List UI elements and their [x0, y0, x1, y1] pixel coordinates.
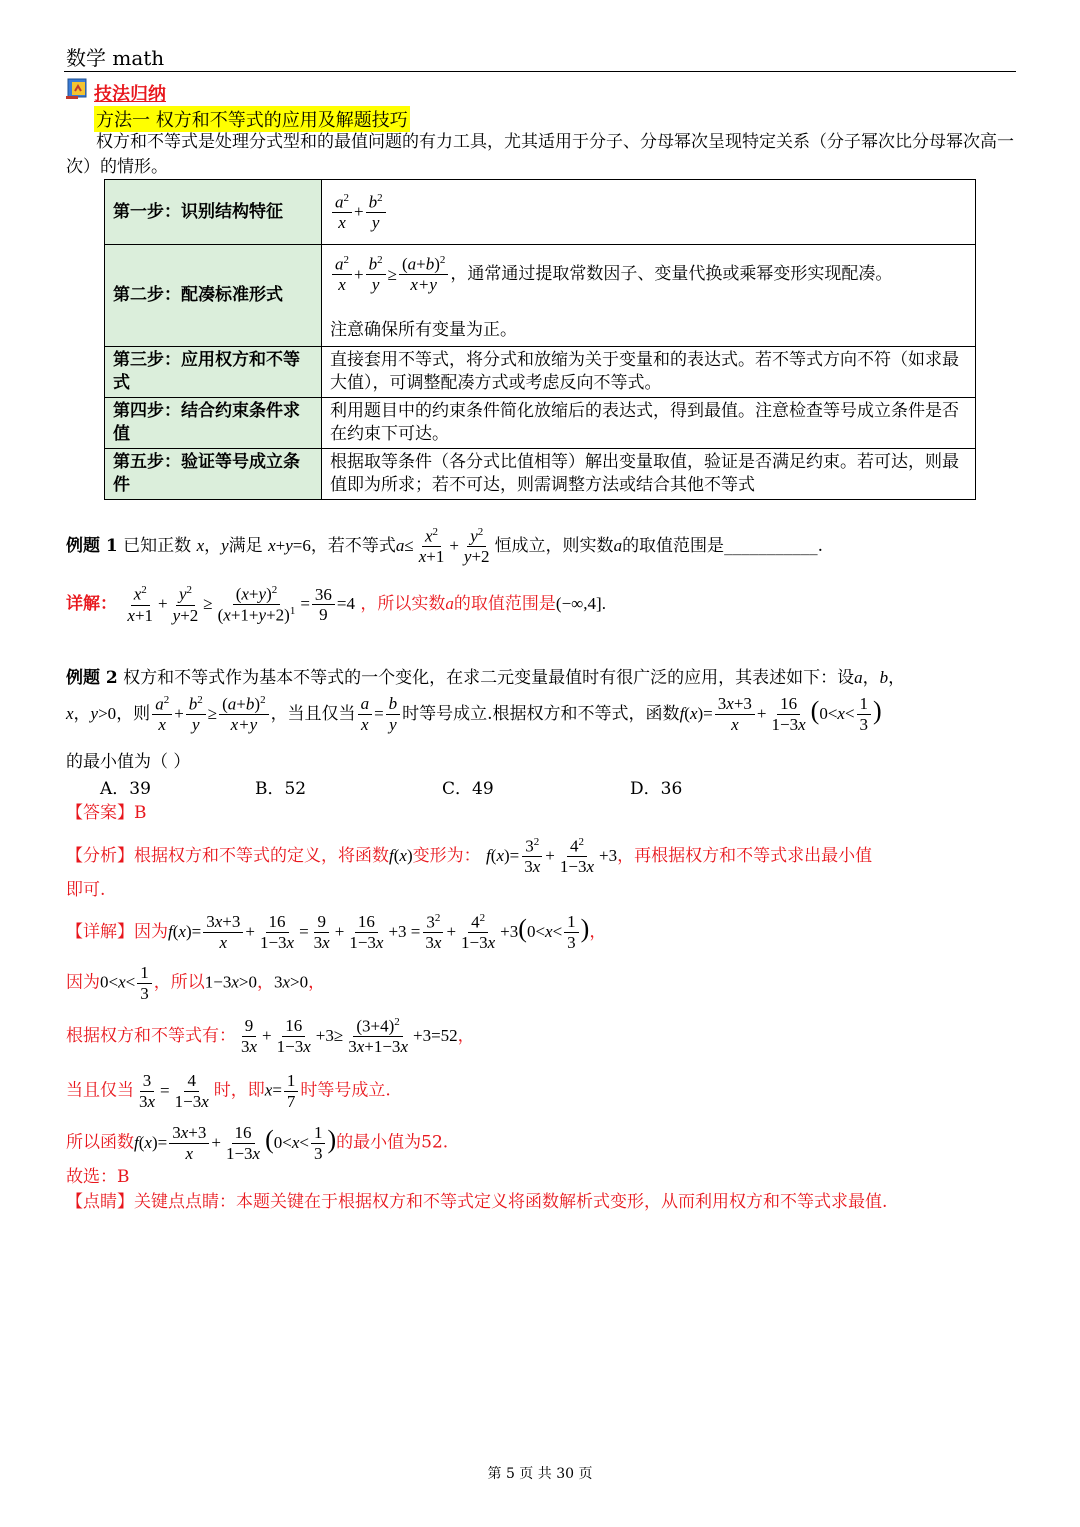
- analysis-line: 【分析】根据权方和不等式的定义，将函数f(x)变形为： f(x)= $\frac{3^2}{3x}$ + $\frac{4^2}{1-3x}$ +3，再根据权方和不等式求出最小值: [66, 836, 873, 877]
- text: 关键点点睛：本题关键在于根据权方和不等式定义将函数解析式变形，从而利用权方和不等式求最值.: [134, 1192, 888, 1212]
- example-2: 例题 2 权方和不等式作为基本不等式的一个变化，在求二元变量最值时有很广泛的应用，其表述如下：设a，b，: [66, 668, 906, 688]
- formula-fraction: $\frac{b}{y}$: [386, 694, 401, 734]
- solution-label: 详解：: [66, 594, 117, 615]
- text: 满足: [228, 535, 263, 556]
- formula-fraction: $\frac{(3+4)^2}{3x+1-3x}$: [348, 1016, 408, 1057]
- formula-fraction: $\frac{3^2}{3x}$: [425, 912, 442, 953]
- formula-fraction: $\frac{y^2}{y+2}$: [463, 526, 490, 567]
- text: ，所以: [153, 972, 205, 993]
- text: 所以函数: [66, 1132, 134, 1153]
- analysis-label: 【分析】: [66, 845, 134, 866]
- formula-fraction: $\frac{3x+3}{x}$: [169, 1123, 209, 1163]
- text: 的最小值为52.: [336, 1132, 449, 1153]
- text: 已知正数: [123, 535, 192, 556]
- formula-fraction: $\frac{x^2}{x+1}$: [418, 526, 445, 567]
- formula-fraction: $\frac{a^2}{x}$: [152, 694, 172, 735]
- text: 的取值范围是: [453, 594, 556, 615]
- formula-fraction: $\frac{a^2}{x}$: [332, 192, 352, 233]
- answer-line: 【答案】B: [66, 803, 147, 823]
- option-c: C．49: [442, 779, 494, 799]
- step-content: 利用题目中的约束条件简化放缩后的表达式，得到最值。注意检查等号成立条件是否在约束下可达。: [322, 398, 976, 449]
- example-2-line3: 的最小值为（ ）: [66, 752, 191, 772]
- formula-fraction: $\frac{4^2}{1-3x}$: [461, 912, 496, 953]
- formula-fraction: $\frac{3}{3x}$: [139, 1071, 156, 1111]
- example-2-line2: x，y>0，则 $\frac{a^2}{x}$ + $\frac{b^2}{y}$ ≥ $\frac{(a+b)^2}{x+y}$ ，当且仅当 $\frac{a}{x}$ = $\frac{b}{y}$ 时等号成立.根据权方和不等式，函数f(x)= $\frac{3x+3}{x}$ + $\frac{16}{1-3x}$ (0<x< $\frac{1}{3}$ ): [66, 694, 882, 735]
- example-1-solution: 详解： $\frac{x^2}{x+1}$ + $\frac{y^2}{y+2}$ ≥ $\frac{(x+y)^2}{(x+1+y+2)^1}$ = $\frac{36}{9}$ =4 ，所以实数a的取值范围是(−∞,4].: [66, 584, 606, 625]
- step-content: 根据取等条件（各分式比值相等）解出变量取值，验证是否满足约束。若可达，则最值即为所求；若不可达，则需调整方法或结合其他不等式: [322, 449, 976, 500]
- step-row: [105, 347, 976, 398]
- option-d: D．36: [630, 779, 683, 799]
- text: ，则: [116, 703, 151, 724]
- step-label: 第二步：配凑标准形式: [105, 245, 322, 347]
- step-label: 第三步：应用权方和不等式: [105, 347, 322, 398]
- text: 因为: [134, 921, 168, 942]
- text: 时，即: [213, 1080, 265, 1101]
- step-label: 第五步：验证等号成立条件: [105, 449, 322, 500]
- formula-fraction: $\frac{36}{9}$: [312, 585, 335, 625]
- step-row: [105, 180, 976, 245]
- comment-label: 【点睛】: [66, 1192, 134, 1212]
- step-content: $\frac{a^2}{x}$ + $\frac{b^2}{y}$: [322, 180, 976, 245]
- formula-fraction: $\frac{b^2}{y}$: [366, 254, 386, 295]
- detail-line-4: 当且仅当 $\frac{3}{3x}$ = $\frac{4}{1-3x}$ 时，即x= $\frac{1}{7}$ 时等号成立.: [66, 1071, 391, 1111]
- formula-fraction: $\frac{4^2}{1-3x}$: [559, 836, 595, 877]
- text: 当且仅当: [66, 1080, 134, 1101]
- formula-fraction: $\frac{16}{1-3x}$: [771, 694, 806, 734]
- formula-fraction: $\frac{1}{7}$: [284, 1071, 299, 1111]
- text: 权方和不等式作为基本不等式的一个变化，在求二元变量最值时有很广泛的应用，其表述如下：设: [123, 668, 855, 688]
- formula-fraction: $\frac{(a+b)^2}{x+y}$: [399, 254, 448, 295]
- formula-fraction: $\frac{4}{1-3x}$: [174, 1071, 209, 1111]
- step-text: ，通常通过提取常数因子、变量代换或乘幂变形实现配凑。: [450, 263, 893, 284]
- header-rule: [64, 71, 1016, 72]
- formula-fraction: $\frac{3x+3}{x}$: [203, 912, 243, 952]
- step-content: $\frac{a^2}{x}$ + $\frac{b^2}{y}$ ≥ $\frac{(a+b)^2}{x+y}$ ，通常通过提取常数因子、变量代换或乘幂变形实现配凑。 注意确保所有变量为正。: [322, 245, 976, 347]
- detail-line-1: 【详解】因为f(x)= $\frac{3x+3}{x}$ + $\frac{16}{1-3x}$ = $\frac{9}{3x}$ + $\frac{16}{1-3x}$ +3 = $\frac{3^2}{3x}$ + $\frac{4^2}{1-3x}$ +3(0<x< $\frac{1}{3}$ )，: [66, 912, 607, 953]
- option-a: A．39: [100, 779, 151, 799]
- step-row: [105, 449, 976, 500]
- example-1: 例题 1 已知正数 x，y满足 x+y=6，若不等式a≤ $\frac{x^2}{x+1}$ + $\frac{y^2}{y+2}$ 恒成立，则实数a的取值范围是___________.: [66, 526, 823, 567]
- text: 的取值范围是: [622, 535, 725, 556]
- formula-fraction: $\frac{x^2}{x+1}$: [127, 584, 154, 625]
- text: 时等号成立.根据权方和不等式，函数: [402, 703, 680, 724]
- step-row: [105, 245, 976, 347]
- comment-line: [66, 1188, 887, 1216]
- formula-fraction: $\frac{16}{1-3x}$: [259, 912, 295, 952]
- formula-fraction: $\frac{(a+b)^2}{x+y}$: [219, 694, 268, 735]
- example-label: 例题 2: [66, 668, 118, 688]
- book-icon: [66, 76, 90, 100]
- answer-blank: ___________.: [724, 535, 823, 556]
- formula-fraction: $\frac{16}{1-3x}$: [276, 1016, 311, 1056]
- option-b: B．52: [255, 779, 307, 799]
- step-label: 第一步：识别结构特征: [105, 180, 322, 245]
- detail-line-2: 因为0<x< $\frac{1}{3}$ ，所以1−3x>0，3x>0，: [66, 963, 326, 1003]
- text: 根据权方和不等式有：: [66, 1025, 236, 1046]
- steps-table: [104, 179, 976, 500]
- formula-fraction: $\frac{a^2}{x}$: [332, 254, 352, 295]
- step-label: 第四步：结合约束条件求值: [105, 398, 322, 449]
- example-label: 例题 1: [66, 535, 118, 556]
- text: 根据权方和不等式的定义，将函数: [134, 845, 389, 866]
- formula-fraction: $\frac{a}{x}$: [358, 694, 373, 734]
- formula-fraction: $\frac{b^2}{y}$: [366, 192, 386, 233]
- range-value: (−∞,4].: [555, 594, 606, 614]
- text: ，所以实数: [360, 594, 446, 615]
- detail-line-3: 根据权方和不等式有： $\frac{9}{3x}$ + $\frac{16}{1-3x}$ +3≥ $\frac{(3+4)^2}{3x+1-3x}$ +3=52，: [66, 1016, 475, 1057]
- formula-fraction: $\frac{3x+3}{x}$: [715, 694, 755, 734]
- formula-fraction: $\frac{9}{3x}$: [241, 1016, 258, 1056]
- text: ，若不等式: [310, 535, 396, 556]
- formula-fraction: $\frac{b^2}{y}$: [186, 694, 206, 735]
- formula-fraction: $\frac{1}{3}$: [857, 694, 872, 734]
- formula-fraction: $\frac{1}{3}$: [137, 963, 152, 1003]
- formula-fraction: $\frac{y^2}{y+2}$: [172, 584, 199, 625]
- step-content: 直接套用不等式，将分式和放缩为关于变量和的表达式。若不等式方向不符（如求最大值），可调整配凑方式或考虑反向不等式。: [322, 347, 976, 398]
- formula-fraction: $\frac{9}{3x}$: [313, 912, 330, 952]
- analysis-line-2: 即可.: [66, 880, 106, 900]
- page-header: 数学 math: [66, 46, 165, 70]
- step-note: 注意确保所有变量为正。: [330, 320, 517, 340]
- detail-line-5: 所以函数f(x)= $\frac{3x+3}{x}$ + $\frac{16}{1-3x}$ (0<x< $\frac{1}{3}$ )的最小值为52.: [66, 1123, 449, 1163]
- method-title: 方法一 权方和不等式的应用及解题技巧: [94, 106, 410, 132]
- text: ，再根据权方和不等式求出最小值: [617, 845, 873, 866]
- text: 因为: [66, 972, 100, 993]
- text: 变形为：: [412, 845, 481, 866]
- text: 时等号成立.: [300, 1080, 391, 1101]
- formula-fraction: $\frac{3^2}{3x}$: [524, 836, 541, 877]
- detail-label: 【详解】: [66, 921, 134, 942]
- choose-line: 故选：B: [66, 1167, 130, 1187]
- formula-fraction: $\frac{(x+y)^2}{(x+1+y+2)^1}$: [217, 584, 296, 625]
- page-footer: 第 5 页 共 30 页: [487, 1466, 593, 1482]
- formula-fraction: $\frac{1}{3}$: [311, 1123, 326, 1163]
- intro-paragraph: 权方和不等式是处理分式型和的最值问题的有力工具，尤其适用于分子、分母幂次呈现特定关系（分子幂次比分母幂次高一次）的情形。: [66, 132, 1014, 177]
- text: ，当且仅当: [270, 703, 356, 724]
- formula-fraction: $\frac{16}{1-3x}$: [225, 1123, 261, 1163]
- formula-fraction: $\frac{16}{1-3x}$: [349, 912, 384, 952]
- section-title: 技法归纳: [94, 84, 166, 105]
- formula-fraction: $\frac{1}{3}$: [564, 912, 579, 952]
- step-row: [105, 398, 976, 449]
- text: 恒成立，则实数: [494, 535, 614, 556]
